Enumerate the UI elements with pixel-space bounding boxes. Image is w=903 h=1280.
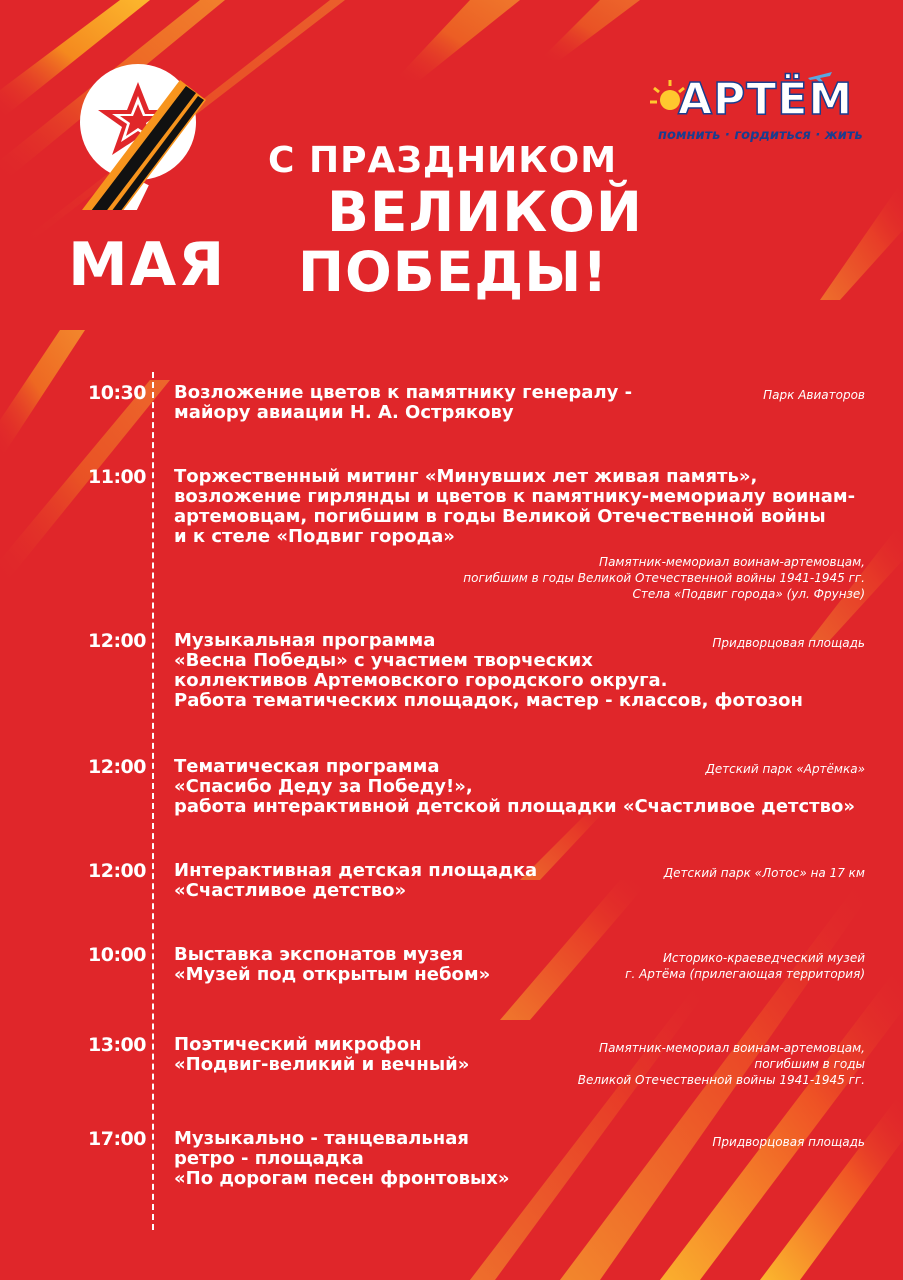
event-description: Торжественный митинг «Минувших лет живая память», возложение гирлянды и цветов к памятнику-мемориалу воинам- артемовцам, погибшим в годы Великой Отечественной войны и к стеле «Подвиг города» — [174, 466, 856, 547]
event-time: 10:00 — [88, 944, 146, 966]
title-line-2: ВЕЛИКОЙ — [327, 180, 643, 244]
event-description: Тематическая программа «Спасибо Деду за Победу!», работа интерактивной детской площадки «Счастливое детство» — [174, 756, 855, 817]
date-word: МАЯ — [68, 230, 227, 300]
event-place: Памятник-мемориал воинам-артемовцам, погибшим в годы Великой Отечественной войны 1941-1945 гг. Стела «Подвиг города» (ул. Фрунзе) — [463, 555, 865, 601]
title-line-1: С ПРАЗДНИКОМ — [268, 140, 618, 181]
event-description: Музыкальная программа «Весна Победы» с участием творческих коллективов Артемовского городского округа. Работа тематических площадок, мастер - классов, фотозон — [174, 630, 803, 711]
event-description: Выставка экспонатов музея «Музей под открытым небом» — [174, 944, 491, 985]
event-place: Детский парк «Лотос» на 17 км — [663, 866, 865, 880]
artem-city-logo — [648, 70, 863, 150]
event-time: 12:00 — [88, 860, 146, 882]
event-time: 12:00 — [88, 756, 146, 778]
timeline-line — [152, 372, 154, 1230]
victory-nine-badge — [70, 60, 220, 210]
event-description: Поэтический микрофон «Подвиг-великий и вечный» — [174, 1034, 470, 1075]
event-place: Придворцовая площадь — [712, 1135, 865, 1149]
event-time: 13:00 — [88, 1034, 146, 1056]
event-place: Памятник-мемориал воинам-артемовцам, погибшим в годы Великой Отечественной войны 1941-1945 гг. — [577, 1041, 865, 1087]
logo-tagline: помнить · гордиться · жить — [658, 128, 863, 143]
logo-name: АРТЁМ — [678, 74, 854, 125]
event-description: Интерактивная детская площадка «Счастливое детство» — [174, 860, 538, 901]
event-time: 17:00 — [88, 1128, 146, 1150]
title-line-3: ПОБЕДЫ! — [298, 240, 609, 304]
event-time: 12:00 — [88, 630, 146, 652]
event-time: 10:30 — [88, 382, 146, 404]
event-description: Возложение цветов к памятнику генералу - майору авиации Н. А. Острякову — [174, 382, 633, 423]
event-time: 11:00 — [88, 466, 146, 488]
event-place: Историко-краеведческий музей г. Артёма (прилегающая территория) — [625, 951, 865, 981]
event-place: Парк Авиаторов — [763, 388, 865, 402]
event-place: Придворцовая площадь — [712, 636, 865, 650]
event-place: Детский парк «Артёмка» — [705, 762, 865, 776]
event-description: Музыкально - танцевальная ретро - площадка «По дорогам песен фронтовых» — [174, 1128, 510, 1189]
